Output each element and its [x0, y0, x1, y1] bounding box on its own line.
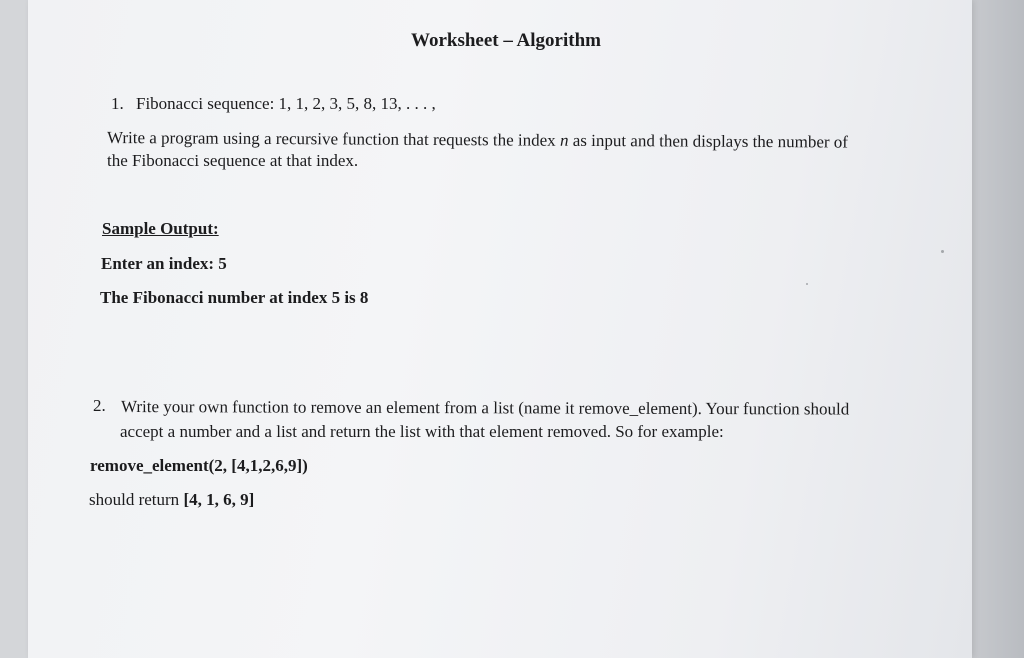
q1-prompt-line2: the Fibonacci sequence at that index.	[107, 151, 359, 170]
q2-number: 2.	[93, 396, 106, 415]
worksheet-paper	[28, 0, 972, 658]
q2-line2: accept a number and a list and return the list with that element removed. So for example:	[120, 422, 724, 441]
paper-speck	[806, 283, 808, 285]
q2-line1: Write your own function to remove an element from a list (name it remove_element). Your function should	[120, 397, 850, 419]
background-surface	[964, 0, 1024, 658]
q2-example-call: remove_element(2, [4,1,2,6,9])	[90, 456, 308, 475]
q2-returns-line	[89, 490, 254, 510]
sample-output-line2: The Fibonacci number at index 5 is 8	[100, 288, 369, 307]
q1-sequence: Fibonacci sequence: 1, 1, 2, 3, 5, 8, 13, . . . ,	[136, 94, 436, 113]
q1-prompt-text-a: Write a program using a recursive function that requests the index	[106, 128, 556, 150]
q1-prompt-line1	[107, 128, 848, 153]
q1-prompt-variable: n	[559, 130, 569, 150]
q2-returns-label: should return	[89, 490, 180, 509]
sample-output-line1: Enter an index: 5	[101, 254, 227, 273]
q1-prompt-text-b: as input and then displays the number of	[572, 130, 849, 152]
page-title: Worksheet – Algorithm	[411, 30, 601, 51]
q2-returns-value: [4, 1, 6, 9]	[183, 490, 255, 509]
q1-number: 1.	[111, 94, 124, 113]
sample-output-heading: Sample Output:	[102, 219, 219, 238]
paper-speck	[941, 250, 944, 253]
